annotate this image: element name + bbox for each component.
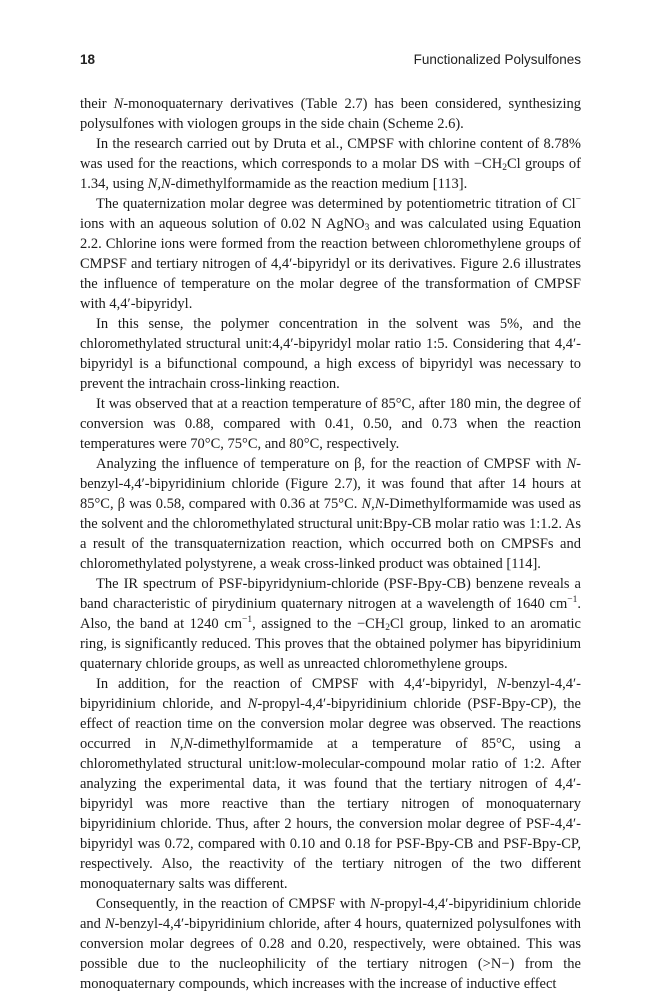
body-text	[80, 94, 581, 994]
page-header	[80, 52, 581, 67]
text-run: -dimethylformamide at a temperature of 85°C, using a chloromethylated structural unit:low-molecular-compound molar ratio of 1:2. After analyzing the experimental data, it was found that the tertiary nitrogen of 4,4′-bipyridyl was more reactive than the tertiary nitrogen of monoquaternary bipyridinium chloride. Thus, after 2 hours, the conversion molar degree of PSF-4,4′-bipyridyl was 0.72, compared with 0.10 and 0.18 for PSF-Bpy-CB and PSF-Bpy-CP, respectively. Also, the reactivity of the tertiary nitrogen of the two different monoquaternary salts was different.	[80, 736, 581, 892]
paragraph	[80, 394, 581, 454]
text-run: The IR spectrum of PSF-bipyridynium-chloride (PSF-Bpy-CB) benzene reveals a band characteristic of pirydinium quaternary nitrogen at a wavelength of 1640 cm	[80, 576, 581, 612]
text-run: N,N	[170, 736, 194, 752]
text-run: −1	[567, 595, 578, 605]
text-run: -benzyl-4,4′-bipyridinium chloride (Figure 2.7), it was found that after 14 hours at 85°C, β was 0.58, compared with 0.36 at 75°C.	[80, 456, 581, 512]
text-run: N	[113, 96, 124, 112]
paragraph	[80, 134, 581, 194]
text-run: 2	[385, 623, 391, 633]
text-run: -dimethylformamide as the reaction medium [113].	[170, 176, 468, 192]
running-title: Functionalized Polysulfones	[413, 52, 581, 67]
text-run: Cl groups of 1.34, using	[80, 156, 582, 192]
text-run: The quaternization molar degree was determined by potentiometric titration of Cl	[96, 196, 576, 212]
text-run: -propyl-4,4′-bipyridinium chloride (PSF-Bpy-CP), the effect of reaction time on the conversion molar degree was observed. The reactions occurred in	[80, 696, 581, 752]
text-run: their	[80, 96, 114, 112]
text-run: Cl group, linked to an aromatic ring, is significantly reduced. This proves that the obtained polymer has bipyridinium quaternary chloride groups, as well as unreacted chloromethylene groups.	[80, 616, 581, 672]
text-run: Analyzing the influence of temperature on β, for the reaction of CMPSF with	[96, 456, 567, 472]
text-run: -monoquaternary derivatives (Table 2.7) has been considered, synthesizing polysulfones with viologen groups in the side chain (Scheme 2.6).	[80, 96, 581, 132]
text-run: and was calculated using Equation 2.2. Chlorine ions were formed from the reaction between chloromethylene groups of CMPSF and tertiary nitrogen of 4,4′-bipyridyl or its derivatives. Figure 2.6 illustrates the influence of temperature on the molar degree of the transformation of CMPSF with 4,4′-bipyridyl.	[80, 216, 581, 312]
paragraph	[80, 674, 581, 894]
text-run: In the research carried out by Druta et al., CMPSF with chlorine content of 8.78% was used for the reactions, which corresponds to a molar DS with −CH	[80, 136, 581, 172]
text-run: N	[369, 896, 380, 912]
text-run: N	[496, 676, 507, 692]
text-run: −	[575, 195, 581, 205]
page-number: 18	[80, 52, 96, 67]
text-run: N	[247, 696, 258, 712]
text-run: 2	[502, 163, 507, 173]
paragraph	[80, 894, 581, 994]
text-run: -benzyl-4,4′-bipyridinium chloride, and	[80, 676, 581, 712]
text-run: In addition, for the reaction of CMPSF with 4,4′-bipyridyl,	[96, 676, 497, 692]
paragraph	[80, 574, 581, 674]
text-run: N,N	[361, 496, 385, 512]
paragraph	[80, 94, 581, 134]
text-run: It was observed that at a reaction temperature of 85°C, after 180 min, the degree of conversion was 0.88, compared with 0.41, 0.50, and 0.73 when the reaction temperatures were 70°C, 75°C, and 80°C, respectively.	[80, 396, 581, 452]
text-run: In this sense, the polymer concentration in the solvent was 5%, and the chloromethylated structural unit:4,4′-bipyridyl molar ratio 1:5. Considering that 4,4′-bipyridyl is a bifunctional compound, a high excess of bipyridyl was necessary to prevent the intrachain cross-linking reaction.	[80, 316, 581, 392]
text-run: -Dimethylformamide was used as the solvent and the chloromethylated structural unit:Bpy-CB molar ratio was 1:1.2. As a result of the transquaternization reaction, which occurred both on CMPSFs and chloromethylated polystyrene, a weak cross-linked product was obtained [114].	[80, 496, 582, 572]
text-run: N,N	[147, 176, 171, 192]
text-run: . Also, the band at 1240 cm	[80, 596, 581, 632]
paragraph	[80, 194, 581, 314]
text-run: N	[104, 916, 115, 932]
text-run: -benzyl-4,4′-bipyridinium chloride, after 4 hours, quaternized polysulfones with conversion molar degrees of 0.28 and 0.20, respectively, were obtained. This was possible due to the nucleophilicity of the tertiary nitrogen (>N−) from the monoquaternary compounds, which increases with the increase of inductive effect	[80, 916, 581, 992]
text-run: 3	[364, 223, 370, 233]
text-run: Consequently, in the reaction of CMPSF with	[96, 896, 370, 912]
text-run: -propyl-4,4′-bipyridinium chloride and	[80, 896, 581, 932]
text-run: −1	[241, 615, 253, 625]
paragraph	[80, 314, 581, 394]
paragraph	[80, 454, 581, 574]
text-run: N	[566, 456, 577, 472]
text-run: , assigned to the −CH	[252, 616, 386, 632]
text-run: ions with an aqueous solution of 0.02 N AgNO	[80, 216, 365, 232]
